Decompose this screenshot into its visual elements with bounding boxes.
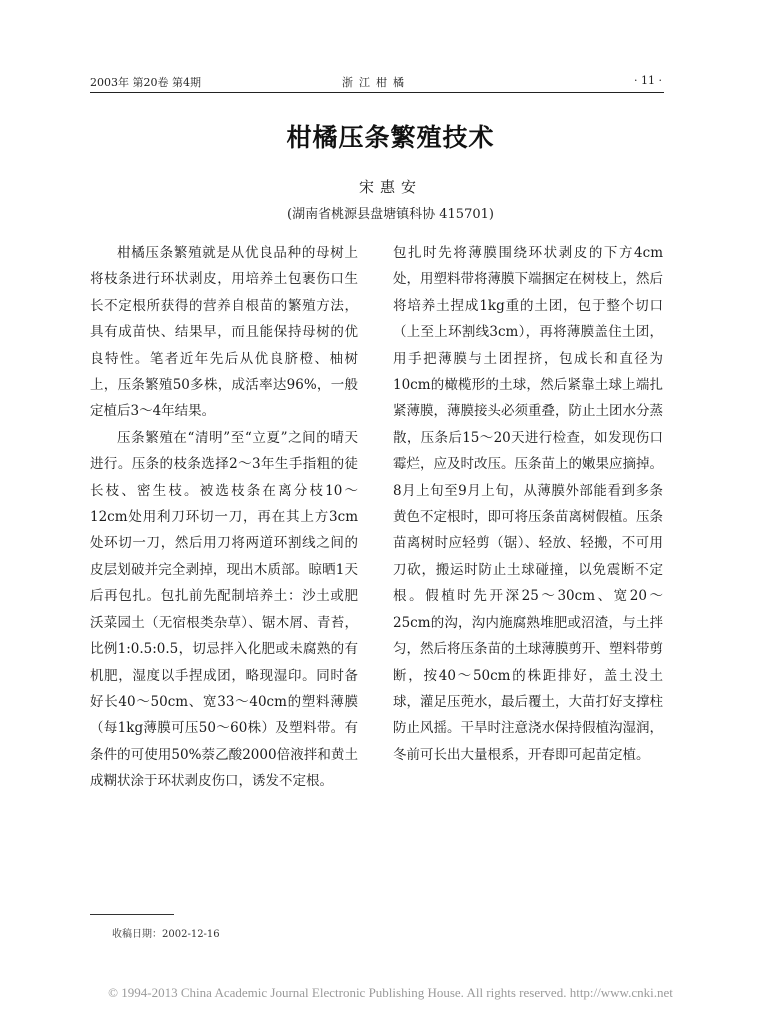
running-header xyxy=(90,74,662,92)
page-number: · 11 · xyxy=(634,74,662,87)
body-column-right xyxy=(393,240,663,768)
article-title: 柑橘压条繁殖技术 xyxy=(286,123,495,152)
paragraph: 包扎时先将薄膜围绕环状剥皮的下方4cm处，用塑料带将薄膜下端捆定在树枝上，然后将培养土捏成1kg重的土团，包于整个切口（上至上环割线3cm），再将薄膜盖住土团，用手把薄膜与土团捏挤，包成长和直径为10cm的橄榄形的土球，然后紧靠土球上端扎紧薄膜，薄膜接头必须重叠，防止土团水分蒸散，压条后15～20天进行检查，如发现伤口霉烂，应及时改压。压条苗上的嫩果应摘掉。8月上旬至9月上旬，从薄膜外部能看到多条黄色不定根时，即可将压条苗离树假植。压条苗离树时应轻剪（锯）、轻放、轻搬，不可用刀砍，搬运时防止土球碰撞，以免震断不定根。假植时先开深25～30cm、宽20～25cm的沟，沟内施腐熟堆肥或沼渣，与土拌匀，然后将压条苗的土球薄膜剪开、塑料带剪断，按40～50cm的株距排好，盖土没土球，灌足压蔸水，最后覆土，大苗打好支撑柱防止风摇。干旱时注意浇水保持假植沟湿润，冬前可长出大量根系，开春即可起苗定植。 xyxy=(393,245,663,763)
received-date-footnote: 收稿日期：2002-12-16 xyxy=(112,929,220,940)
article-author: 宋惠安 xyxy=(358,178,422,196)
author-affiliation: (湖南省桃源县盘塘镇科协 415701) xyxy=(287,207,494,222)
journal-issue: 2003年 第20卷 第4期 xyxy=(90,76,201,89)
body-column-left xyxy=(90,240,358,795)
header-divider xyxy=(90,92,664,93)
paragraph: 柑橘压条繁殖就是从优良品种的母树上将枝条进行环状剥皮，用培养土包裹伤口生长不定根所获得的营养自根苗的繁殖方法，具有成苗快、结果早，而且能保持母树的优良特性。笔者近年先后从优良脐橙、柚树上，压条繁殖50多株，成活率达96%，一般定植后3～4年结果。 xyxy=(90,245,358,420)
footnote-divider xyxy=(90,914,174,915)
journal-name: 浙江柑橘 xyxy=(342,76,410,89)
copyright-watermark: © 1994-2013 China Academic Journal Electronic Publishing House. All rights reserved. http://www.cnki.net xyxy=(108,985,673,1000)
paragraph: 压条繁殖在“清明”至“立夏”之间的晴天进行。压条的枝条选择2～3年生手指粗的徒长枝、密生枝。被选枝条在离分枝10～12cm处用利刀环切一刀，再在其上方3cm处环切一刀，然后用刀将两道环割线之间的皮层划破并完全剥掉，现出木质部。晾晒1天后再包扎。包扎前先配制培养土：沙土或肥沃菜园土（无宿根类杂草）、锯木屑、青苔，比例1:0.5:0.5，切忌拌入化肥或未腐熟的有机肥，湿度以手捏成团，略现湿印。同时备好长40～50cm、宽33～40cm的塑料薄膜（每1kg薄膜可压50～60株）及塑料带。有条件的可使用50%萘乙酸2000倍液拌和黄土成糊状涂于环状剥皮伤口，诱发不定根。 xyxy=(90,429,358,790)
